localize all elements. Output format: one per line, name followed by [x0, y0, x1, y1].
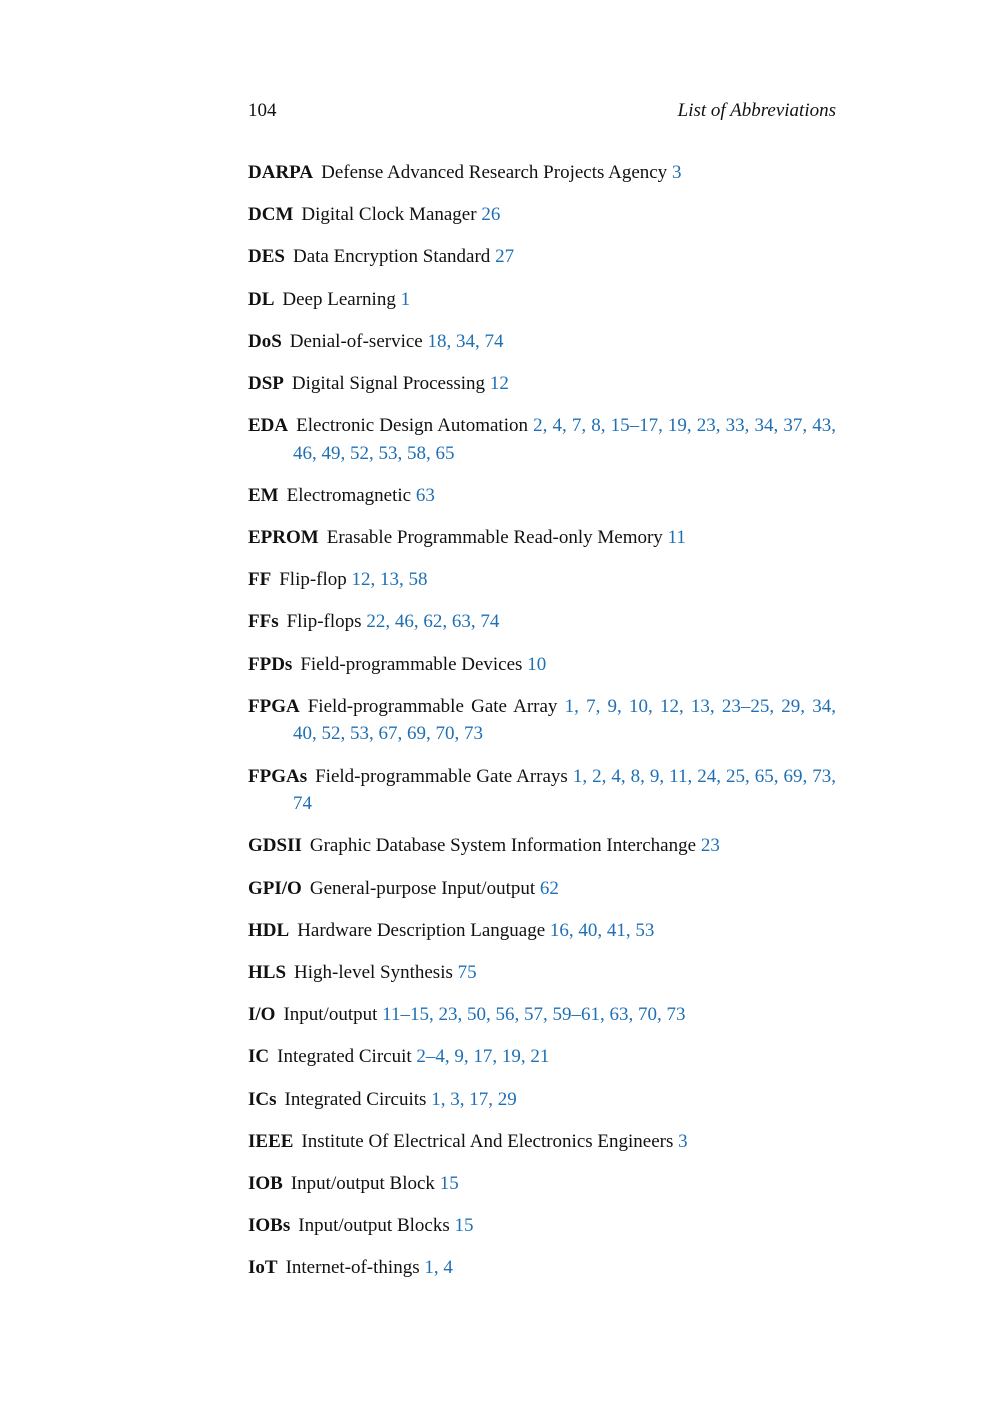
abbreviation-term: FPGA [248, 695, 300, 717]
abbreviation-expansion: Denial-of-service [289, 330, 423, 352]
page-references-link[interactable]: 2, 4, 7, 8, 15–17, 19, 23, 33, 34, 37, 43, 46, 49, 52, 53, 58, 65 [293, 415, 837, 464]
list-item [248, 1170, 836, 1198]
abbreviation-expansion: Integrated Circuit [277, 1046, 412, 1068]
list-item [248, 482, 836, 510]
page-references-link[interactable]: 12 [489, 372, 509, 394]
list-item [248, 524, 836, 552]
abbreviation-term: DES [248, 246, 285, 268]
abbreviation-term: HDL [248, 919, 290, 941]
abbreviation-expansion: Input/output [283, 1004, 378, 1026]
page-references-link[interactable]: 1, 4 [424, 1257, 453, 1279]
page-references-link[interactable]: 3 [678, 1130, 688, 1152]
list-item [248, 651, 836, 679]
abbreviation-expansion: Internet-of-things [285, 1257, 420, 1279]
abbreviation-expansion: High-level Synthesis [294, 961, 453, 983]
abbreviation-term: FPDs [248, 653, 293, 675]
abbreviation-term: EDA [248, 415, 289, 437]
abbreviation-expansion: Input/output Block [290, 1172, 435, 1194]
list-item [248, 693, 836, 748]
page-references-link[interactable]: 1, 3, 17, 29 [431, 1088, 517, 1110]
abbreviation-expansion: Erasable Programmable Read-only Memory [326, 527, 663, 549]
page-references-link[interactable]: 1, 2, 4, 8, 9, 11, 24, 25, 65, 69, 73, 74 [293, 765, 836, 815]
list-item [248, 412, 836, 467]
abbreviation-term: DoS [248, 330, 282, 352]
abbreviation-expansion: Field-programmable Gate Array [307, 695, 558, 717]
list-item [248, 832, 836, 860]
abbreviation-expansion: Digital Signal Processing [291, 372, 486, 394]
page-references-link[interactable]: 1, 7, 9, 10, 12, 13, 23–25, 29, 34, 40, 52, 53, 67, 69, 70, 73 [293, 695, 837, 745]
abbreviation-expansion: Institute Of Electrical And Electronics Engineers [301, 1130, 674, 1152]
abbreviation-expansion: Data Encryption Standard [292, 246, 491, 268]
abbreviation-expansion: Flip-flops [286, 611, 362, 633]
abbreviation-term: ICs [248, 1088, 277, 1110]
abbreviation-expansion: Integrated Circuits [284, 1088, 427, 1110]
list-item [248, 608, 836, 636]
abbreviation-term: IoT [248, 1257, 278, 1279]
page-header [248, 100, 836, 126]
abbreviation-expansion: Field-programmable Gate Arrays [315, 765, 568, 787]
abbreviation-term: IOB [248, 1172, 283, 1194]
page-references-link[interactable]: 12, 13, 58 [351, 569, 428, 591]
abbreviation-term: DCM [248, 204, 294, 226]
page-references-link[interactable]: 11 [667, 527, 686, 549]
abbreviation-term: IOBs [248, 1215, 291, 1237]
abbreviation-expansion: Electromagnetic [286, 484, 412, 506]
abbreviation-term: EPROM [248, 527, 319, 549]
abbreviation-term: FF [248, 569, 272, 591]
list-item [248, 763, 836, 818]
abbreviation-term: IC [248, 1046, 270, 1068]
page-references-link[interactable]: 11–15, 23, 50, 56, 57, 59–61, 63, 70, 73 [382, 1004, 686, 1026]
abbreviation-list [248, 159, 836, 1296]
list-item [248, 566, 836, 594]
page-references-link[interactable]: 23 [700, 835, 720, 857]
list-item [248, 1254, 836, 1282]
abbreviation-term: FFs [248, 611, 279, 633]
page-references-link[interactable]: 1 [400, 288, 411, 310]
abbreviation-term: I/O [248, 1004, 276, 1026]
running-head: List of Abbreviations [677, 100, 836, 121]
list-item [248, 201, 836, 229]
list-item [248, 243, 836, 271]
list-item [248, 1043, 836, 1071]
list-item [248, 1212, 836, 1240]
abbreviation-term: DSP [248, 372, 284, 394]
abbreviation-term: DARPA [248, 162, 314, 183]
page-number: 104 [248, 100, 277, 121]
abbreviation-term: FPGAs [248, 765, 308, 787]
abbreviation-expansion: Deep Learning [282, 288, 396, 310]
abbreviation-expansion: General-purpose Input/output [309, 877, 536, 899]
abbreviation-expansion: Field-programmable Devices [300, 653, 523, 675]
abbreviation-expansion: Digital Clock Manager [301, 204, 477, 226]
page-references-link[interactable]: 16, 40, 41, 53 [549, 919, 655, 941]
abbreviation-expansion: Hardware Description Language [297, 919, 546, 941]
abbreviation-expansion: Input/output Blocks [298, 1215, 450, 1237]
page-references-link[interactable]: 75 [457, 961, 477, 983]
list-item [248, 917, 836, 945]
list-item [248, 959, 836, 987]
list-item [248, 159, 836, 187]
list-item [248, 1128, 836, 1156]
page-references-link[interactable]: 2–4, 9, 17, 19, 21 [416, 1046, 550, 1068]
abbreviation-expansion: Defense Advanced Research Projects Agency [321, 162, 668, 183]
list-item [248, 1086, 836, 1114]
page-references-link[interactable]: 63 [415, 484, 435, 506]
list-item [248, 1001, 836, 1029]
list-item [248, 286, 836, 314]
page-references-link[interactable]: 15 [439, 1172, 459, 1194]
page-references-link[interactable]: 22, 46, 62, 63, 74 [366, 611, 500, 633]
abbreviation-term: IEEE [248, 1130, 294, 1152]
abbreviation-term: DL [248, 288, 275, 310]
list-item [248, 370, 836, 398]
page-references-link[interactable]: 3 [671, 162, 682, 183]
abbreviation-term: EM [248, 484, 279, 506]
page-references-link[interactable]: 15 [454, 1215, 474, 1237]
list-item [248, 328, 836, 356]
page-references-link[interactable]: 10 [527, 653, 547, 675]
page-references-link[interactable]: 18, 34, 74 [427, 330, 504, 352]
list-item [248, 875, 836, 903]
page-references-link[interactable]: 27 [495, 246, 515, 268]
page-references-link[interactable]: 62 [539, 877, 559, 899]
abbreviation-term: GDSII [248, 835, 302, 857]
abbreviation-expansion: Graphic Database System Information Interchange [309, 835, 697, 857]
abbreviation-term: HLS [248, 961, 287, 983]
abbreviation-expansion: Flip-flop [279, 569, 347, 591]
page-references-link[interactable]: 26 [481, 204, 501, 226]
abbreviation-expansion: Electronic Design Automation [296, 415, 528, 437]
abbreviation-term: GPI/O [248, 877, 302, 899]
